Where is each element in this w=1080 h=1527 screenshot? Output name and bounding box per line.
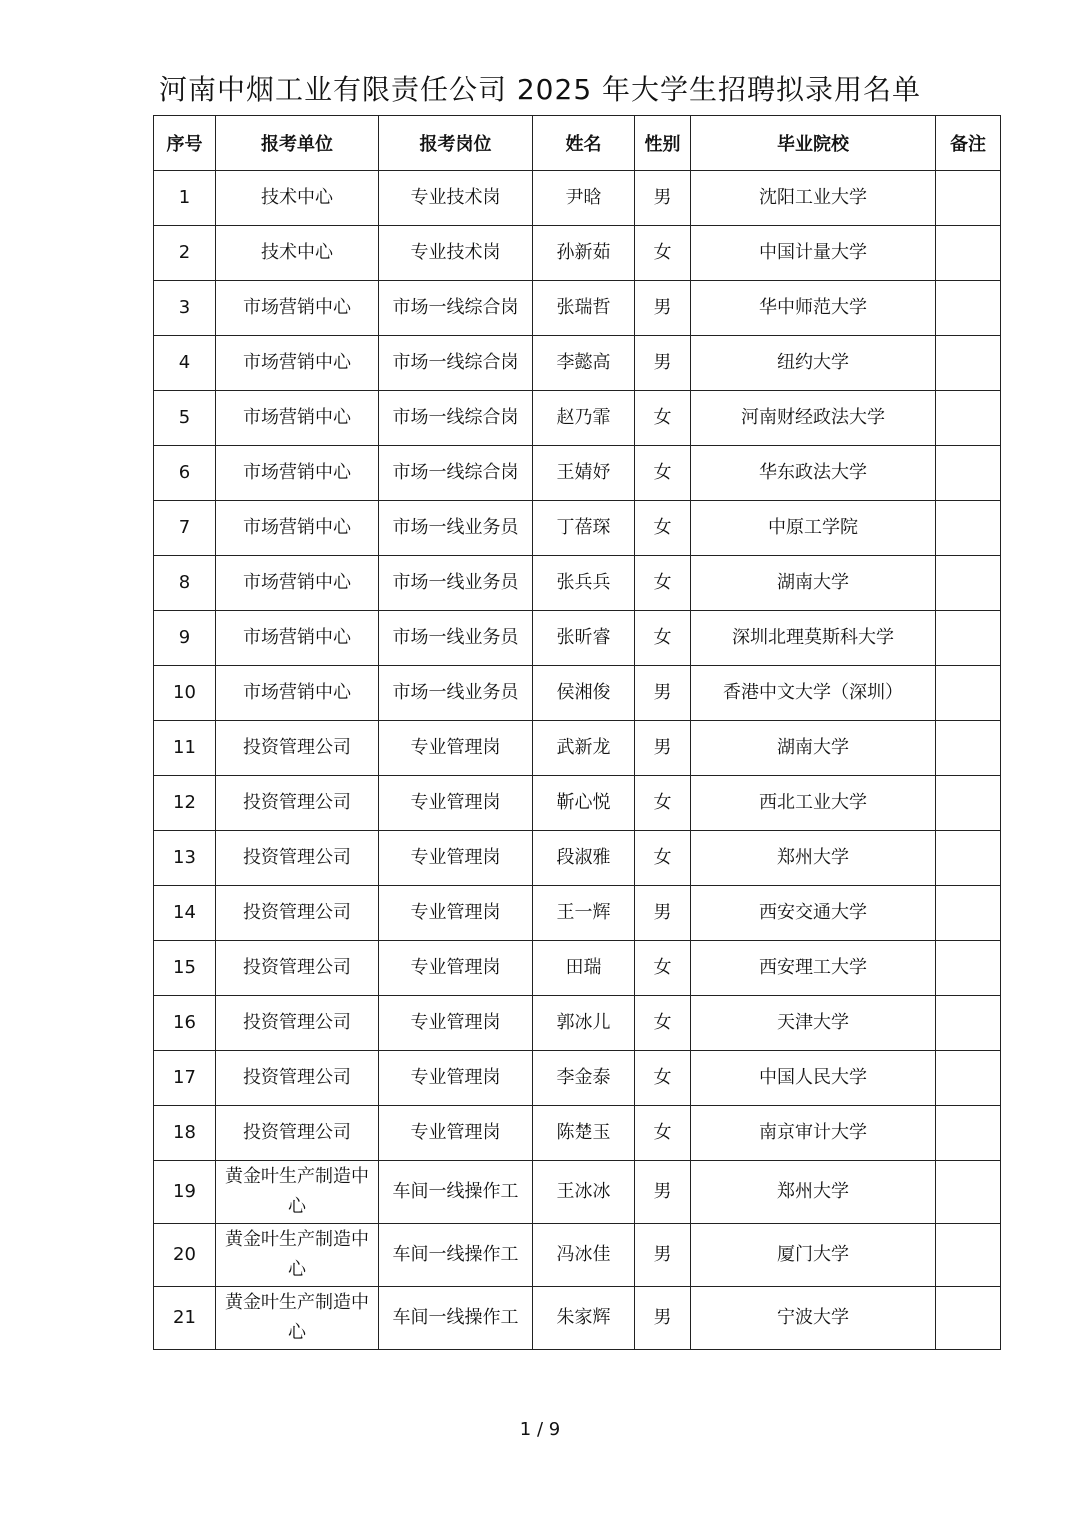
cell-name: 孙新茹 [533, 226, 635, 281]
cell-index: 7 [154, 501, 216, 556]
cell-index: 19 [154, 1161, 216, 1224]
cell-name: 王一辉 [533, 886, 635, 941]
cell-remark [936, 776, 1001, 831]
cell-school: 西安交通大学 [691, 886, 936, 941]
page-number: 1 / 9 [519, 1419, 561, 1440]
cell-index: 10 [154, 666, 216, 721]
cell-school: 沈阳工业大学 [691, 171, 936, 226]
header-remark: 备注 [936, 116, 1001, 171]
page-title: 河南中烟工业有限责任公司 2025 年大学生招聘拟录用名单 [158, 73, 922, 106]
cell-school: 湖南大学 [691, 556, 936, 611]
cell-name: 赵乃霏 [533, 391, 635, 446]
cell-position: 市场一线业务员 [379, 556, 533, 611]
cell-remark [936, 941, 1001, 996]
cell-index: 20 [154, 1224, 216, 1287]
table-row [154, 281, 1001, 336]
cell-unit: 投资管理公司 [216, 1051, 379, 1106]
cell-gender: 女 [635, 391, 691, 446]
cell-unit: 市场营销中心 [216, 666, 379, 721]
cell-school: 中国计量大学 [691, 226, 936, 281]
cell-remark [936, 391, 1001, 446]
cell-school: 河南财经政法大学 [691, 391, 936, 446]
cell-school: 厦门大学 [691, 1224, 936, 1287]
table-row [154, 1224, 1001, 1287]
cell-position: 专业管理岗 [379, 1106, 533, 1161]
cell-name: 李懿高 [533, 336, 635, 391]
cell-name: 张兵兵 [533, 556, 635, 611]
cell-index: 16 [154, 996, 216, 1051]
cell-index: 3 [154, 281, 216, 336]
cell-unit: 投资管理公司 [216, 941, 379, 996]
cell-index: 1 [154, 171, 216, 226]
cell-school: 西安理工大学 [691, 941, 936, 996]
table-row [154, 1161, 1001, 1224]
cell-remark [936, 1051, 1001, 1106]
cell-index: 17 [154, 1051, 216, 1106]
cell-gender: 女 [635, 556, 691, 611]
cell-school: 天津大学 [691, 996, 936, 1051]
cell-school: 南京审计大学 [691, 1106, 936, 1161]
table-row [154, 886, 1001, 941]
cell-name: 武新龙 [533, 721, 635, 776]
cell-gender: 男 [635, 721, 691, 776]
table-row [154, 611, 1001, 666]
cell-index: 2 [154, 226, 216, 281]
cell-name: 侯湘俊 [533, 666, 635, 721]
cell-remark [936, 1287, 1001, 1350]
cell-position: 市场一线业务员 [379, 666, 533, 721]
cell-remark [936, 281, 1001, 336]
table-row [154, 666, 1001, 721]
header-gender: 性别 [635, 116, 691, 171]
table-row [154, 336, 1001, 391]
cell-unit: 市场营销中心 [216, 336, 379, 391]
cell-name: 张瑞哲 [533, 281, 635, 336]
cell-unit: 技术中心 [216, 171, 379, 226]
cell-gender: 男 [635, 281, 691, 336]
cell-gender: 男 [635, 1287, 691, 1350]
cell-remark [936, 556, 1001, 611]
cell-unit: 投资管理公司 [216, 831, 379, 886]
cell-position: 专业技术岗 [379, 171, 533, 226]
cell-position: 市场一线综合岗 [379, 391, 533, 446]
table-row [154, 501, 1001, 556]
cell-position: 市场一线综合岗 [379, 281, 533, 336]
cell-index: 12 [154, 776, 216, 831]
cell-index: 5 [154, 391, 216, 446]
recruitment-table [153, 115, 1001, 1350]
cell-gender: 女 [635, 831, 691, 886]
table-row [154, 171, 1001, 226]
cell-name: 张昕睿 [533, 611, 635, 666]
cell-gender: 女 [635, 1106, 691, 1161]
cell-position: 专业技术岗 [379, 226, 533, 281]
cell-unit: 市场营销中心 [216, 611, 379, 666]
cell-gender: 男 [635, 171, 691, 226]
cell-unit: 投资管理公司 [216, 1106, 379, 1161]
cell-name: 冯冰佳 [533, 1224, 635, 1287]
cell-index: 21 [154, 1287, 216, 1350]
cell-index: 4 [154, 336, 216, 391]
cell-unit: 技术中心 [216, 226, 379, 281]
table-row [154, 776, 1001, 831]
cell-gender: 女 [635, 1051, 691, 1106]
table-row [154, 831, 1001, 886]
cell-gender: 女 [635, 226, 691, 281]
cell-position: 专业管理岗 [379, 1051, 533, 1106]
cell-remark [936, 611, 1001, 666]
cell-gender: 女 [635, 501, 691, 556]
cell-school: 香港中文大学（深圳） [691, 666, 936, 721]
cell-name: 丁蓓琛 [533, 501, 635, 556]
cell-school: 中原工学院 [691, 501, 936, 556]
cell-remark [936, 501, 1001, 556]
cell-school: 郑州大学 [691, 1161, 936, 1224]
cell-gender: 男 [635, 1161, 691, 1224]
cell-position: 专业管理岗 [379, 721, 533, 776]
cell-school: 中国人民大学 [691, 1051, 936, 1106]
cell-name: 郭冰儿 [533, 996, 635, 1051]
table-row [154, 1051, 1001, 1106]
cell-remark [936, 886, 1001, 941]
cell-unit: 投资管理公司 [216, 886, 379, 941]
cell-position: 专业管理岗 [379, 996, 533, 1051]
cell-remark [936, 171, 1001, 226]
cell-unit: 投资管理公司 [216, 721, 379, 776]
cell-position: 专业管理岗 [379, 886, 533, 941]
cell-gender: 男 [635, 336, 691, 391]
cell-school: 华中师范大学 [691, 281, 936, 336]
cell-gender: 男 [635, 666, 691, 721]
cell-index: 13 [154, 831, 216, 886]
cell-unit: 市场营销中心 [216, 281, 379, 336]
cell-index: 6 [154, 446, 216, 501]
cell-gender: 男 [635, 886, 691, 941]
cell-position: 专业管理岗 [379, 831, 533, 886]
cell-position: 市场一线综合岗 [379, 446, 533, 501]
cell-index: 18 [154, 1106, 216, 1161]
cell-unit: 市场营销中心 [216, 391, 379, 446]
cell-remark [936, 1106, 1001, 1161]
cell-position: 专业管理岗 [379, 941, 533, 996]
cell-name: 陈楚玉 [533, 1106, 635, 1161]
cell-index: 8 [154, 556, 216, 611]
cell-school: 湖南大学 [691, 721, 936, 776]
table-row [154, 446, 1001, 501]
cell-school: 华东政法大学 [691, 446, 936, 501]
cell-unit: 市场营销中心 [216, 556, 379, 611]
cell-school: 西北工业大学 [691, 776, 936, 831]
cell-index: 11 [154, 721, 216, 776]
header-position: 报考岗位 [379, 116, 533, 171]
table-row [154, 391, 1001, 446]
cell-remark [936, 996, 1001, 1051]
cell-position: 市场一线业务员 [379, 501, 533, 556]
cell-position: 车间一线操作工 [379, 1287, 533, 1350]
cell-gender: 女 [635, 446, 691, 501]
cell-position: 车间一线操作工 [379, 1161, 533, 1224]
table-row [154, 226, 1001, 281]
cell-unit: 黄金叶生产制造中心 [216, 1161, 379, 1224]
header-index: 序号 [154, 116, 216, 171]
cell-name: 尹晗 [533, 171, 635, 226]
cell-unit: 市场营销中心 [216, 501, 379, 556]
cell-remark [936, 1161, 1001, 1224]
cell-position: 市场一线综合岗 [379, 336, 533, 391]
table-row [154, 941, 1001, 996]
cell-unit: 投资管理公司 [216, 996, 379, 1051]
cell-gender: 女 [635, 611, 691, 666]
cell-position: 专业管理岗 [379, 776, 533, 831]
cell-remark [936, 226, 1001, 281]
cell-remark [936, 721, 1001, 776]
cell-name: 段淑雅 [533, 831, 635, 886]
cell-gender: 男 [635, 1224, 691, 1287]
cell-remark [936, 336, 1001, 391]
cell-unit: 黄金叶生产制造中心 [216, 1224, 379, 1287]
table-header-row [154, 116, 1001, 171]
cell-gender: 女 [635, 941, 691, 996]
header-school: 毕业院校 [691, 116, 936, 171]
table-row [154, 996, 1001, 1051]
cell-index: 15 [154, 941, 216, 996]
cell-name: 王冰冰 [533, 1161, 635, 1224]
cell-remark [936, 666, 1001, 721]
cell-name: 王婧妤 [533, 446, 635, 501]
table-row [154, 1287, 1001, 1350]
cell-remark [936, 1224, 1001, 1287]
cell-unit: 市场营销中心 [216, 446, 379, 501]
header-name: 姓名 [533, 116, 635, 171]
cell-gender: 女 [635, 776, 691, 831]
table-row [154, 1106, 1001, 1161]
cell-unit: 投资管理公司 [216, 776, 379, 831]
cell-remark [936, 831, 1001, 886]
cell-name: 李金泰 [533, 1051, 635, 1106]
table-body [154, 171, 1001, 1350]
header-unit: 报考单位 [216, 116, 379, 171]
cell-school: 深圳北理莫斯科大学 [691, 611, 936, 666]
cell-index: 14 [154, 886, 216, 941]
cell-school: 宁波大学 [691, 1287, 936, 1350]
cell-school: 纽约大学 [691, 336, 936, 391]
cell-name: 田瑞 [533, 941, 635, 996]
cell-position: 市场一线业务员 [379, 611, 533, 666]
cell-index: 9 [154, 611, 216, 666]
cell-remark [936, 446, 1001, 501]
table-row [154, 721, 1001, 776]
cell-name: 朱家辉 [533, 1287, 635, 1350]
cell-gender: 女 [635, 996, 691, 1051]
cell-position: 车间一线操作工 [379, 1224, 533, 1287]
cell-name: 靳心悦 [533, 776, 635, 831]
cell-school: 郑州大学 [691, 831, 936, 886]
table-row [154, 556, 1001, 611]
cell-unit: 黄金叶生产制造中心 [216, 1287, 379, 1350]
